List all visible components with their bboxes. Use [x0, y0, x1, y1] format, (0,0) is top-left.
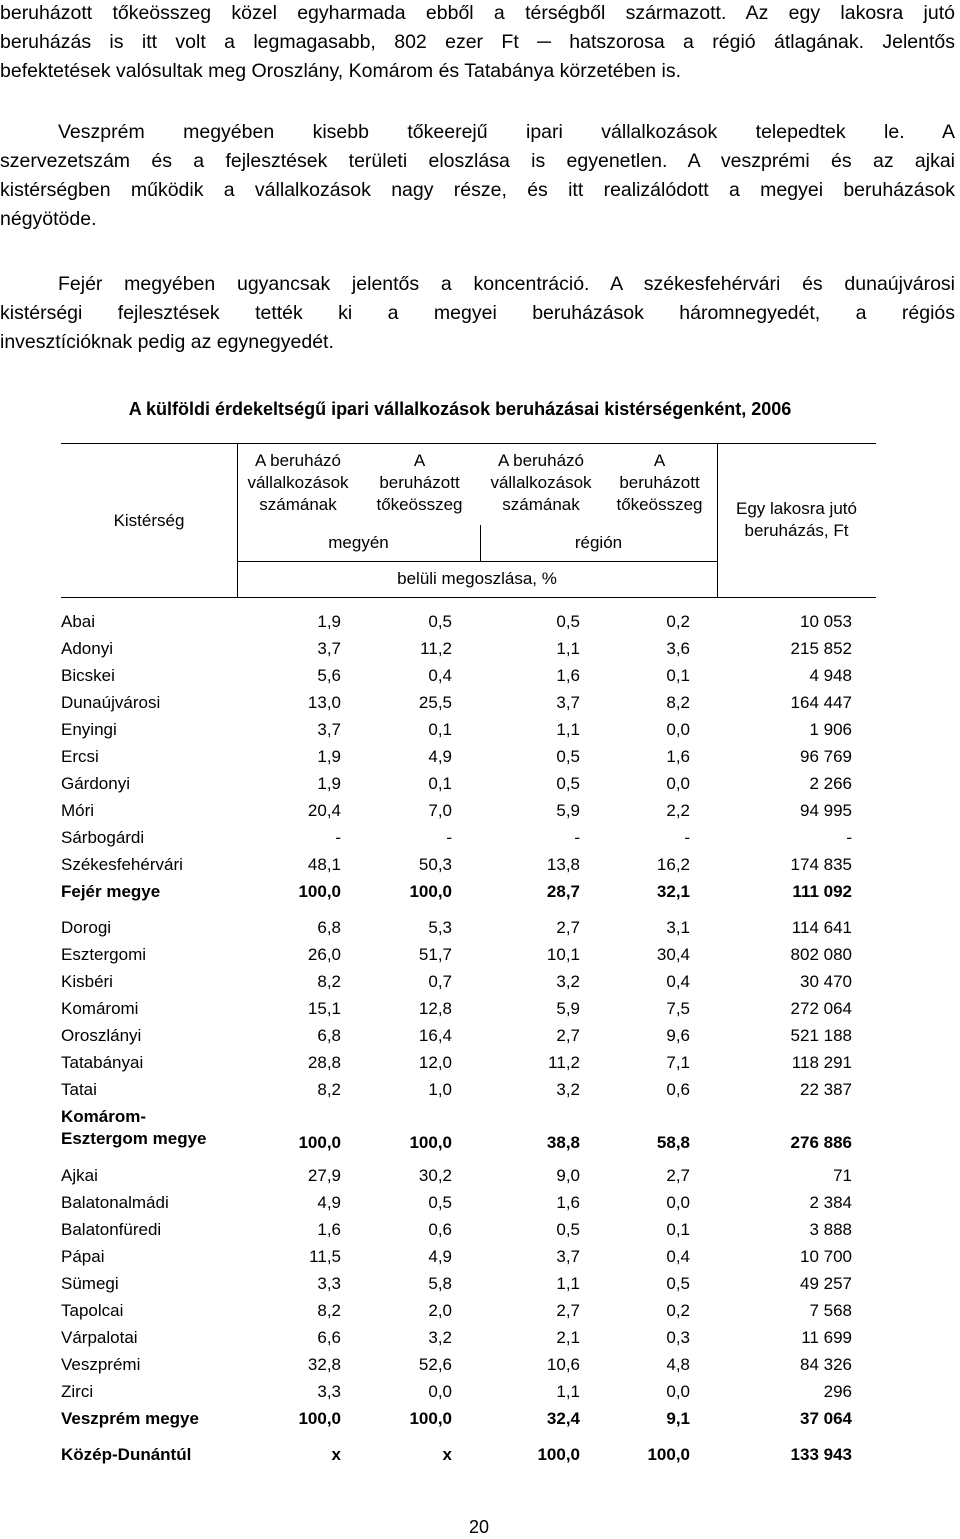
- header-col4: [602, 450, 717, 516]
- row-label-text: Ajkai: [61, 1165, 98, 1185]
- cell-value: 16,4: [418, 1025, 452, 1045]
- cell-value: 2 384: [809, 1192, 852, 1212]
- cell-value: 22 387: [800, 1079, 852, 1099]
- paragraph-line: kistérségben működik a vállalkozások nagy része, és itt realizálódott a megyei beruházások: [0, 179, 955, 201]
- table-row: [0, 1022, 852, 1049]
- cell-value: 0,5: [666, 1273, 690, 1293]
- cell-value: 133 943: [790, 1444, 852, 1464]
- row-label: [0, 1243, 291, 1270]
- header-col2: [359, 450, 480, 516]
- row-label: [0, 1076, 291, 1103]
- row-label-text: Veszprém megye: [61, 1408, 199, 1428]
- cell-value: 8,2: [666, 692, 690, 712]
- cell-value: 3,2: [556, 1079, 580, 1099]
- row-label-text: Dorogi: [61, 917, 112, 937]
- data-table: [0, 608, 852, 1468]
- cell-value: 0,2: [666, 611, 690, 631]
- header-kisterseg: Kistérség: [113, 511, 185, 530]
- cell-value: 2,7: [556, 917, 580, 937]
- header-region: régión: [574, 533, 623, 552]
- table-row: [0, 1049, 852, 1076]
- cell-value: 272 064: [790, 998, 852, 1018]
- cell-value: 0,0: [666, 773, 690, 793]
- cell-value: 1,9: [317, 611, 341, 631]
- cell-value: 164 447: [790, 692, 852, 712]
- cell-value: 30,2: [418, 1165, 452, 1185]
- cell-value: 38,8: [546, 1133, 580, 1152]
- row-label: [0, 1378, 291, 1405]
- cell-value: 6,6: [317, 1327, 341, 1347]
- cell-value: 0,2: [666, 1300, 690, 1320]
- spacer-cell: [0, 905, 852, 914]
- header-megyen: megyén: [328, 533, 389, 552]
- table-row: [0, 1351, 852, 1378]
- cell-value: 118 291: [791, 1052, 852, 1072]
- header-text: vállalkozások: [247, 473, 349, 492]
- cell-value: 13,0: [307, 692, 341, 712]
- cell-value: 0,5: [428, 611, 452, 631]
- table-row: [0, 941, 852, 968]
- header-text: vállalkozások: [490, 473, 592, 492]
- paragraph-line: négyötöde.: [0, 208, 97, 230]
- cell-value: 0,4: [666, 971, 690, 991]
- row-label: [0, 1189, 291, 1216]
- cell-value: 2,7: [666, 1165, 690, 1185]
- table-row: [0, 1324, 852, 1351]
- cell-value: 8,2: [317, 1300, 341, 1320]
- row-label: [0, 635, 291, 662]
- cell-value: 32,1: [656, 881, 690, 901]
- cell-value: 0,4: [428, 665, 452, 685]
- table-row: [0, 1270, 852, 1297]
- cell-value: 3,7: [317, 638, 341, 658]
- cell-value: 10,6: [546, 1354, 580, 1374]
- cell-value: 3,7: [556, 692, 580, 712]
- row-label: [0, 1216, 291, 1243]
- cell-value: 2,7: [556, 1300, 580, 1320]
- header-text: A beruházó: [497, 451, 584, 470]
- table-row: [0, 1162, 852, 1189]
- cell-value: 7 568: [809, 1300, 852, 1320]
- row-label-text: Tapolcai: [61, 1300, 124, 1320]
- cell-value: 58,8: [656, 1133, 690, 1152]
- cell-value: 96 769: [800, 746, 852, 766]
- cell-value: 1,0: [428, 1079, 452, 1099]
- cell-value: 1 906: [809, 719, 852, 739]
- cell-value: 48,1: [307, 854, 341, 874]
- header-text: Egy lakosra jutó: [736, 499, 857, 518]
- cell-value: 51,7: [418, 944, 452, 964]
- row-label: [0, 770, 291, 797]
- cell-value: 0,4: [666, 1246, 690, 1266]
- cell-value: 276 886: [790, 1133, 852, 1152]
- cell-value: 11,2: [548, 1052, 580, 1072]
- cell-value: 8,2: [317, 1079, 341, 1099]
- cell-value: 10 053: [800, 611, 852, 631]
- row-label-text: Komáromi: [61, 998, 139, 1018]
- cell-value: 10,1: [546, 944, 580, 964]
- cell-value: 10 700: [800, 1246, 852, 1266]
- header-text: beruházott: [379, 473, 460, 492]
- header-text: A: [413, 451, 426, 470]
- row-label-text: Dunaújvárosi: [61, 692, 161, 712]
- row-label-text: Ercsi: [61, 746, 99, 766]
- cell-value: 2,0: [428, 1300, 452, 1320]
- header-text: számának: [502, 495, 580, 514]
- row-label-text: Abai: [61, 611, 96, 631]
- cell-value: 5,9: [556, 800, 580, 820]
- row-label: [0, 824, 291, 851]
- row-label-text: Kisbéri: [61, 971, 113, 991]
- spacer-cell: [0, 1153, 852, 1162]
- row-label-text: Tatai: [61, 1079, 97, 1099]
- header-text: tőkeösszeg: [376, 495, 463, 514]
- cell-value: 30,4: [656, 944, 690, 964]
- table-row: [0, 1189, 852, 1216]
- table-row-total: [0, 878, 852, 905]
- row-label-text: Székesfehérvári: [61, 854, 183, 874]
- paragraph-line: beruházás is itt volt a legmagasabb, 802 ezer Ft ─ hatszorosa a régió átlagának. Jelentős: [0, 31, 955, 53]
- cell-value: 9,0: [556, 1165, 580, 1185]
- cell-value: 6,8: [317, 917, 341, 937]
- cell-value: 4,9: [428, 1246, 452, 1266]
- cell-value: 1,1: [556, 1381, 580, 1401]
- cell-value: 100,0: [298, 881, 341, 901]
- cell-value: 11,2: [420, 638, 452, 658]
- paragraph-line: invesztícióknak pedig az egynegyedét.: [0, 331, 334, 353]
- cell-value: 4,8: [666, 1354, 690, 1374]
- cell-value: 100,0: [409, 881, 452, 901]
- cell-value: 5,3: [428, 917, 452, 937]
- row-label-text: Tatabányai: [61, 1052, 144, 1072]
- cell-value: 7,5: [666, 998, 690, 1018]
- row-label: [0, 1022, 291, 1049]
- table-row: [0, 851, 852, 878]
- row-label-text: Oroszlányi: [61, 1025, 142, 1045]
- row-label-text: Fejér megye: [61, 881, 161, 901]
- cell-value: -: [335, 827, 341, 847]
- cell-value: 1,9: [317, 746, 341, 766]
- table-row: [0, 1243, 852, 1270]
- row-label: [0, 689, 291, 716]
- cell-value: 5,8: [428, 1273, 452, 1293]
- table-row: [0, 995, 852, 1022]
- header-col5: [717, 498, 876, 542]
- header-bottom-rule: [61, 597, 876, 598]
- row-label: [0, 995, 291, 1022]
- cell-value: 100,0: [409, 1133, 452, 1152]
- table-row: [0, 743, 852, 770]
- row-label: [0, 1103, 291, 1153]
- cell-value: 3,7: [556, 1246, 580, 1266]
- cell-value: 296: [823, 1381, 852, 1401]
- cell-value: 49 257: [800, 1273, 852, 1293]
- row-label: [0, 851, 291, 878]
- row-label-text: Bicskei: [61, 665, 115, 685]
- header-text: beruházott: [619, 473, 700, 492]
- row-label-text: Gárdonyi: [61, 773, 130, 793]
- cell-value: 0,0: [666, 1381, 690, 1401]
- row-label: [0, 1297, 291, 1324]
- row-label: [0, 1441, 291, 1468]
- paragraph-3: [0, 270, 955, 357]
- row-label: [0, 1351, 291, 1378]
- header-col3: [480, 450, 602, 516]
- row-spacer: [0, 1153, 852, 1162]
- table-row: [0, 914, 852, 941]
- row-label: [0, 878, 291, 905]
- row-label-text: Enyingi: [61, 719, 117, 739]
- cell-value: 100,0: [409, 1408, 452, 1428]
- table-row-total: [0, 1103, 852, 1153]
- table-row: [0, 824, 852, 851]
- cell-value: 0,5: [428, 1192, 452, 1212]
- cell-value: 4,9: [317, 1192, 341, 1212]
- cell-value: 32,8: [307, 1354, 341, 1374]
- table-row: [0, 662, 852, 689]
- cell-value: 1,9: [317, 773, 341, 793]
- cell-value: 100,0: [647, 1444, 690, 1464]
- row-label: [0, 1049, 291, 1076]
- row-label-text: Adonyi: [61, 638, 113, 658]
- row-label-text: Sümegi: [61, 1273, 119, 1293]
- table-row: [0, 770, 852, 797]
- row-label-text: Esztergomi: [61, 944, 147, 964]
- cell-value: 174 835: [790, 854, 852, 874]
- header-top-rule: [61, 443, 876, 444]
- cell-value: 2 266: [809, 773, 852, 793]
- cell-value: 52,6: [418, 1354, 452, 1374]
- paragraph-line: szervezetszám és a fejlesztések területi eloszlása is egyenetlen. A veszprémi és az ajkai: [0, 150, 955, 172]
- cell-value: 1,1: [556, 719, 580, 739]
- cell-value: 0,6: [428, 1219, 452, 1239]
- cell-value: 1,6: [666, 746, 690, 766]
- cell-value: 114 641: [791, 917, 852, 937]
- cell-value: 0,3: [666, 1327, 690, 1347]
- cell-value: 28,7: [546, 881, 580, 901]
- cell-value: 3,6: [666, 638, 690, 658]
- row-label: [0, 941, 291, 968]
- row-spacer: [0, 905, 852, 914]
- cell-value: 12,0: [418, 1052, 452, 1072]
- cell-value: 4,9: [428, 746, 452, 766]
- cell-value: 84 326: [800, 1354, 852, 1374]
- cell-value: 3,3: [317, 1381, 341, 1401]
- paragraph-line: Fejér megyében ugyancsak jelentős a koncentráció. A székesfehérvári és dunaújvárosi: [58, 273, 955, 295]
- cell-value: 4 948: [809, 665, 852, 685]
- row-label: [0, 743, 291, 770]
- cell-value: 0,5: [556, 773, 580, 793]
- row-label: [0, 968, 291, 995]
- cell-value: 100,0: [298, 1133, 341, 1152]
- cell-value: 5,9: [556, 998, 580, 1018]
- cell-value: -: [574, 827, 580, 847]
- row-label: [0, 1405, 291, 1432]
- cell-value: 2,1: [556, 1327, 580, 1347]
- header-mid-rule: [237, 561, 717, 562]
- cell-value: 9,6: [666, 1025, 690, 1045]
- cell-value: 32,4: [546, 1408, 580, 1428]
- cell-value: -: [446, 827, 452, 847]
- row-label-text: Móri: [61, 800, 95, 820]
- cell-value: 28,8: [307, 1052, 341, 1072]
- cell-value: 802 080: [790, 944, 852, 964]
- cell-value: 0,5: [556, 1219, 580, 1239]
- table-row: [0, 689, 852, 716]
- table-title: A külföldi érdekeltségű ipari vállalkozások beruházásai kistérségenként, 2006: [128, 399, 792, 419]
- cell-value: 1,6: [556, 665, 580, 685]
- header-beluli: belüli megoszlása, %: [397, 569, 557, 588]
- cell-value: 0,1: [428, 773, 452, 793]
- row-label: [0, 662, 291, 689]
- row-label-text: Zirci: [61, 1381, 94, 1401]
- table-row-total: [0, 1405, 852, 1432]
- cell-value: 0,0: [428, 1381, 452, 1401]
- row-label-text: Sárbogárdi: [61, 827, 145, 847]
- cell-value: 7,0: [428, 800, 452, 820]
- table-row: [0, 635, 852, 662]
- cell-value: 3,2: [556, 971, 580, 991]
- row-label: [0, 914, 291, 941]
- cell-value: 9,1: [666, 1408, 690, 1428]
- cell-value: 215 852: [790, 638, 852, 658]
- cell-value: 1,1: [556, 638, 580, 658]
- cell-value: 0,7: [428, 971, 452, 991]
- cell-value: 71: [833, 1165, 852, 1185]
- cell-value: 37 064: [800, 1408, 852, 1428]
- row-label-text: Esztergom megye: [61, 1129, 207, 1148]
- table-row: [0, 608, 852, 635]
- cell-value: 6,8: [317, 1025, 341, 1045]
- table-row: [0, 1378, 852, 1405]
- cell-value: 25,5: [418, 692, 452, 712]
- cell-value: 0,1: [428, 719, 452, 739]
- table-row: [0, 797, 852, 824]
- cell-value: 3,2: [428, 1327, 452, 1347]
- row-label: [0, 1162, 291, 1189]
- row-label: [0, 716, 291, 743]
- cell-value: 0,0: [666, 1192, 690, 1212]
- cell-value: 12,8: [418, 998, 452, 1018]
- cell-value: x: [331, 1444, 341, 1464]
- table-row: [0, 1297, 852, 1324]
- header-text: számának: [259, 495, 337, 514]
- table-row: [0, 716, 852, 743]
- header-col1: [237, 450, 359, 516]
- cell-value: 20,4: [307, 800, 341, 820]
- cell-value: 0,5: [556, 611, 580, 631]
- cell-value: 0,6: [666, 1079, 690, 1099]
- row-label-text: Várpalotai: [61, 1327, 138, 1347]
- spacer-cell: [0, 1432, 852, 1441]
- header-text: beruházás, Ft: [744, 521, 849, 540]
- cell-value: x: [442, 1444, 452, 1464]
- cell-value: 27,9: [307, 1165, 341, 1185]
- cell-value: 1,6: [317, 1219, 341, 1239]
- paragraph-2: [0, 118, 955, 234]
- cell-value: 16,2: [656, 854, 690, 874]
- paragraph-line: Veszprém megyében kisebb tőkeerejű ipari vállalkozások telepedtek le. A: [58, 121, 955, 143]
- table-row: [0, 1076, 852, 1103]
- paragraph-line: kistérségi fejlesztések tették ki a megyei beruházások háromnegyedét, a régiós: [0, 302, 955, 324]
- row-label-text: Pápai: [61, 1246, 105, 1266]
- cell-value: 30 470: [800, 971, 852, 991]
- cell-value: 94 995: [800, 800, 852, 820]
- cell-value: 0,1: [666, 665, 690, 685]
- row-label-text: Veszprémi: [61, 1354, 141, 1374]
- cell-value: 0,0: [666, 719, 690, 739]
- cell-value: 3 888: [809, 1219, 852, 1239]
- paragraph-line: beruházott tőkeösszeg közel egyharmada ebből a térségből származott. Az egy lakosra jutó: [0, 2, 955, 24]
- paragraph-1: [0, 0, 955, 86]
- paragraph-line: befektetések valósultak meg Oroszlány, Komárom és Tatabánya körzetében is.: [0, 60, 682, 82]
- cell-value: 100,0: [537, 1444, 580, 1464]
- cell-value: 11,5: [309, 1246, 341, 1266]
- cell-value: 50,3: [418, 854, 452, 874]
- cell-value: 7,1: [666, 1052, 690, 1072]
- cell-value: 13,8: [546, 854, 580, 874]
- header-text: tőkeösszeg: [616, 495, 703, 514]
- row-label-text: Balatonalmádi: [61, 1192, 169, 1212]
- table-row: [0, 968, 852, 995]
- cell-value: 15,1: [307, 998, 341, 1018]
- cell-value: 5,6: [317, 665, 341, 685]
- cell-value: 2,2: [666, 800, 690, 820]
- row-label: [0, 608, 291, 635]
- cell-value: -: [684, 827, 690, 847]
- row-label: [0, 1270, 291, 1297]
- cell-value: 3,3: [317, 1273, 341, 1293]
- row-label-text: Balatonfüredi: [61, 1219, 162, 1239]
- table-row-total: [0, 1441, 852, 1468]
- cell-value: 3,7: [317, 719, 341, 739]
- cell-value: 0,5: [556, 746, 580, 766]
- cell-value: 100,0: [298, 1408, 341, 1428]
- cell-value: 11 699: [801, 1327, 852, 1347]
- row-spacer: [0, 1432, 852, 1441]
- page-number: 20: [468, 1517, 490, 1537]
- row-label-text: Közép-Dunántúl: [61, 1444, 192, 1464]
- cell-value: -: [846, 827, 852, 847]
- cell-value: 2,7: [556, 1025, 580, 1045]
- row-label-text: Komárom-: [61, 1107, 147, 1126]
- cell-value: 111 092: [792, 881, 852, 901]
- cell-value: 8,2: [317, 971, 341, 991]
- table-row: [0, 1216, 852, 1243]
- cell-value: 26,0: [307, 944, 341, 964]
- row-label: [0, 797, 291, 824]
- header-text: A: [653, 451, 666, 470]
- header-text: A beruházó: [254, 451, 341, 470]
- cell-value: 521 188: [790, 1025, 852, 1045]
- cell-value: 3,1: [666, 917, 690, 937]
- row-label: [0, 1324, 291, 1351]
- cell-value: 1,1: [556, 1273, 580, 1293]
- cell-value: 1,6: [556, 1192, 580, 1212]
- cell-value: 0,1: [666, 1219, 690, 1239]
